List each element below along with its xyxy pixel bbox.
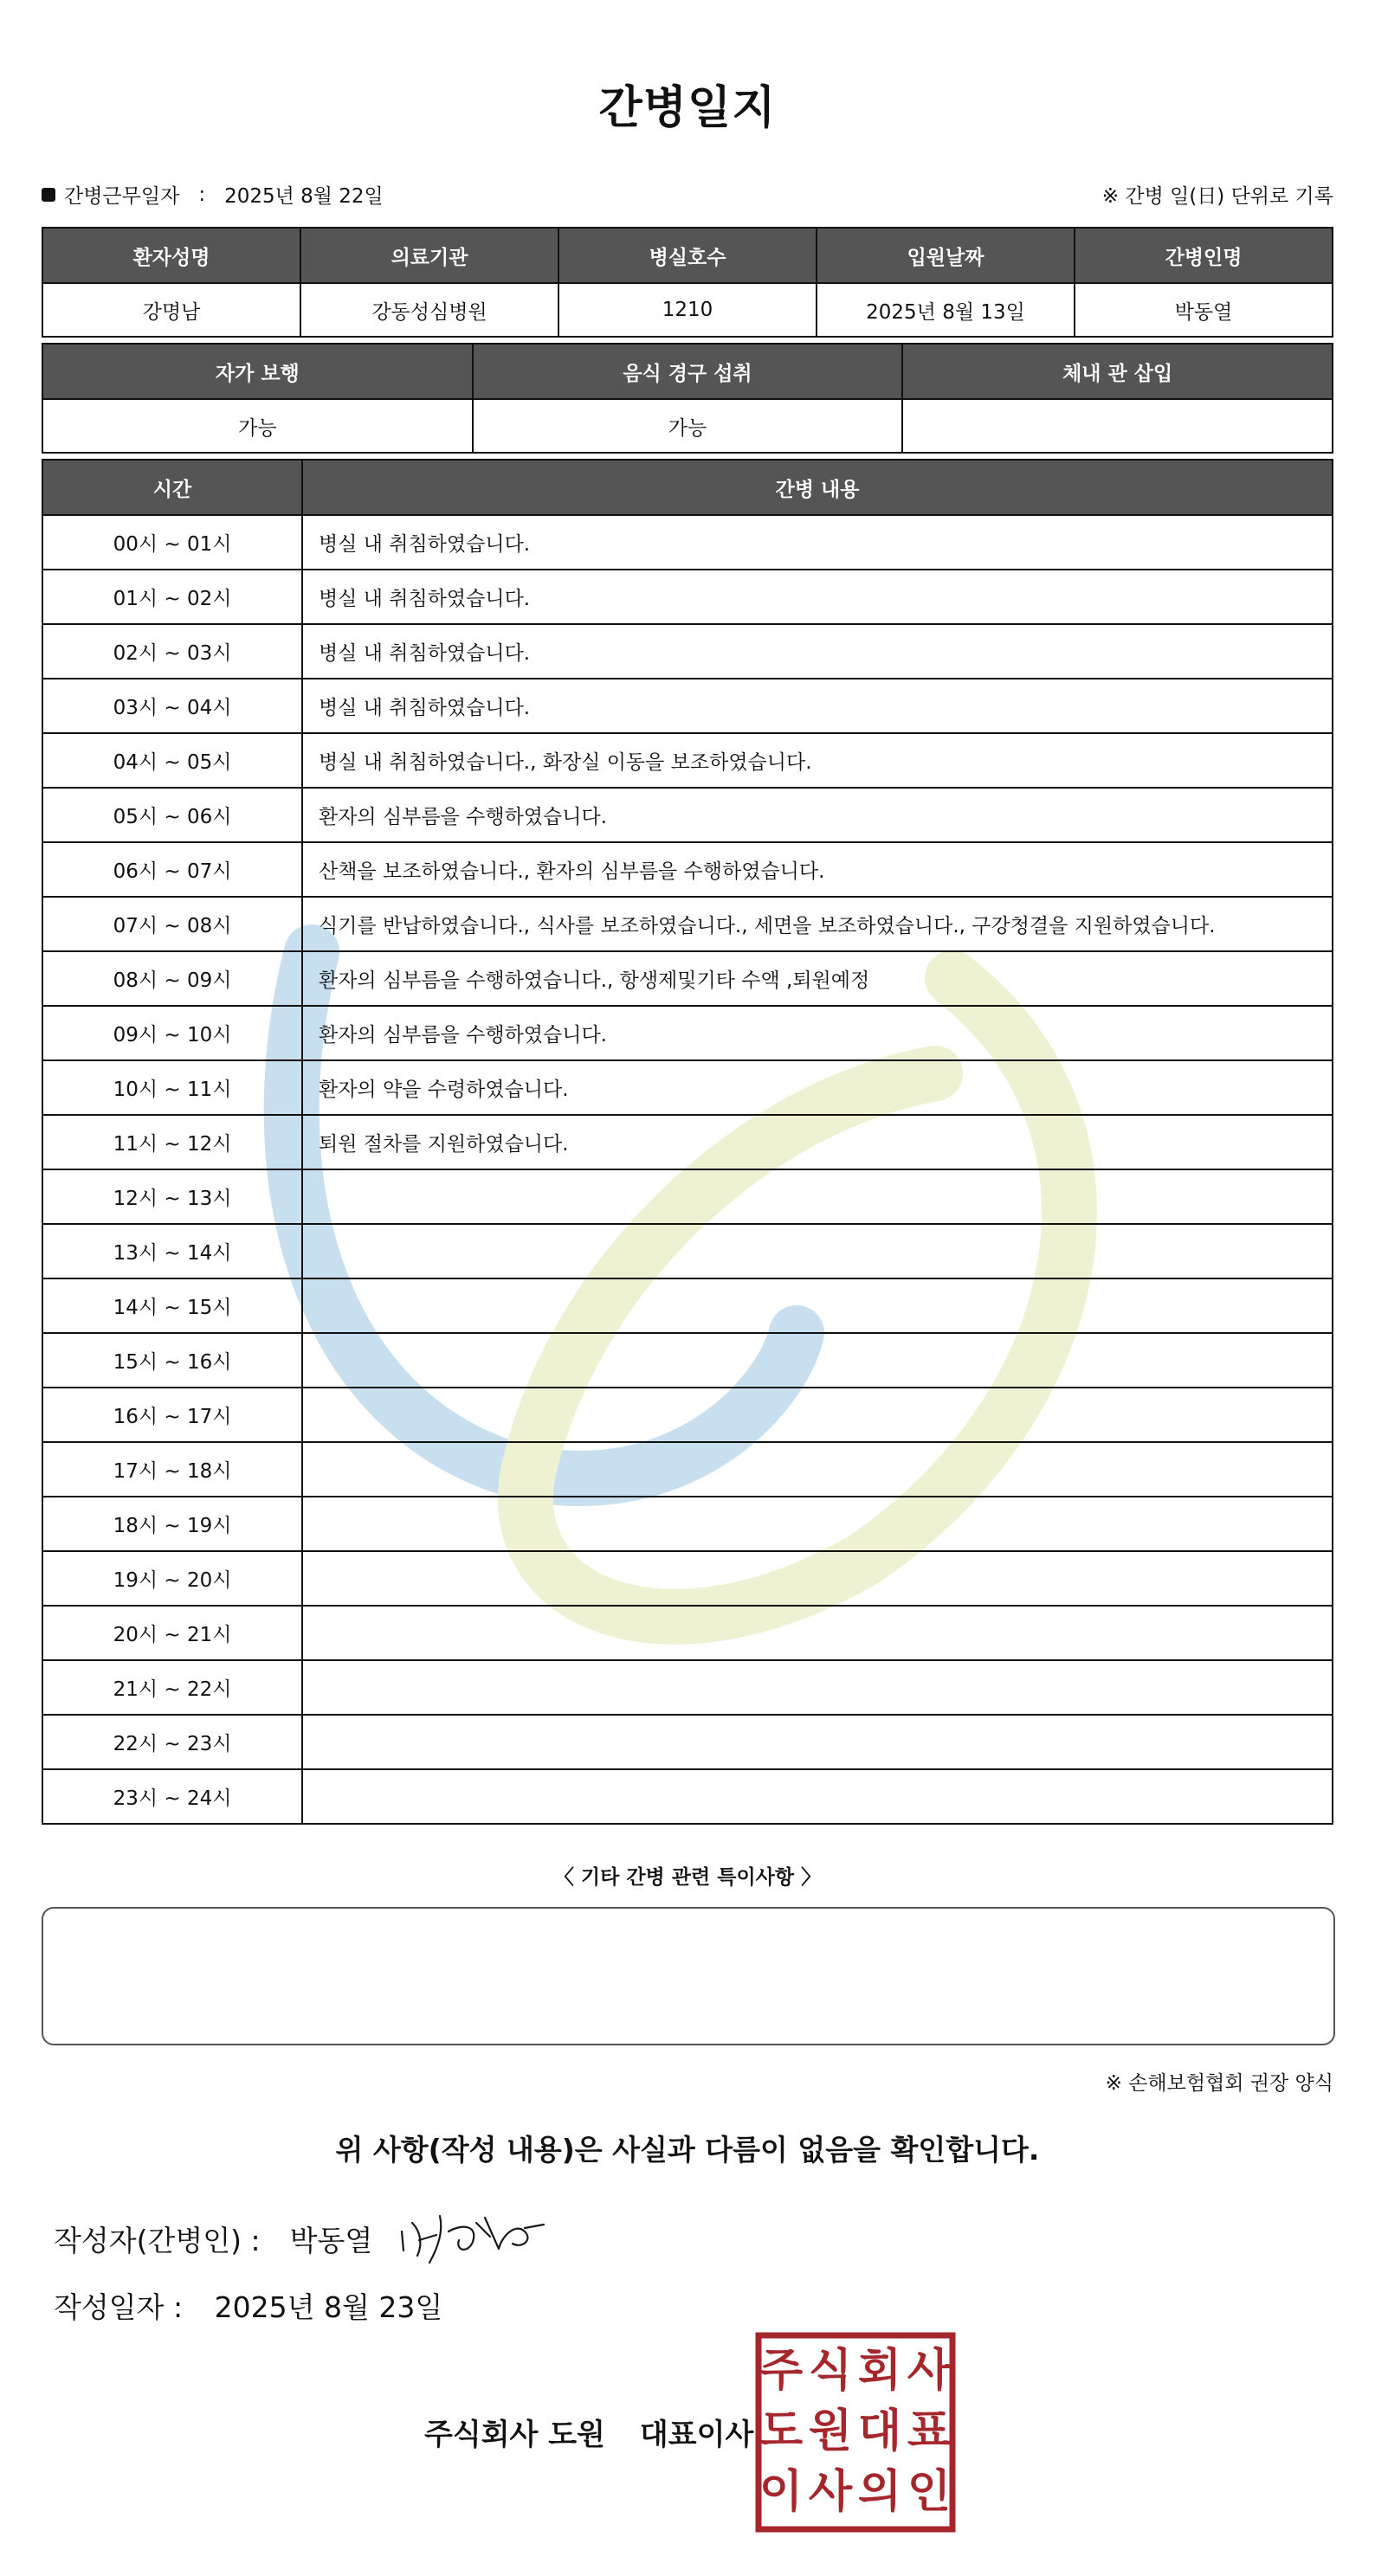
table-row <box>42 1551 1333 1606</box>
table-row <box>42 1169 1333 1224</box>
table-header-row <box>42 228 1333 283</box>
header-content: 간병 내용 <box>302 460 1333 515</box>
log-note: 환자의 약을 수령하였습니다. <box>302 1060 1333 1115</box>
care-log-table <box>42 459 1333 1825</box>
square-bullet-icon <box>42 188 55 202</box>
log-time: 20시 ~ 21시 <box>42 1606 302 1660</box>
log-time: 00시 ~ 01시 <box>42 515 302 570</box>
table-row <box>42 1006 1333 1060</box>
work-date <box>42 180 384 209</box>
log-time: 04시 ~ 05시 <box>42 733 302 788</box>
log-time: 23시 ~ 24시 <box>42 1769 302 1824</box>
log-time: 19시 ~ 20시 <box>42 1551 302 1606</box>
caregiver-name: 박동열 <box>1075 283 1333 337</box>
table-row <box>42 842 1333 897</box>
tube-value <box>902 399 1333 453</box>
seal-character: 사 <box>907 2345 952 2397</box>
special-notes-box <box>42 1907 1335 2045</box>
signature-image <box>395 2206 551 2266</box>
room-number: 1210 <box>558 283 817 337</box>
work-date-value: 2025년 8월 22일 <box>224 185 384 208</box>
patient-status-table <box>42 343 1333 454</box>
log-time: 01시 ~ 02시 <box>42 570 302 624</box>
log-time: 05시 ~ 06시 <box>42 788 302 842</box>
table-row <box>42 1278 1333 1333</box>
log-note <box>302 1442 1333 1497</box>
log-note: 식기를 반납하였습니다., 식사를 보조하였습니다., 세면을 보조하였습니다., 구강청결을 지원하였습니다. <box>302 897 1333 951</box>
log-time: 17시 ~ 18시 <box>42 1442 302 1497</box>
header-tube: 체내 관 삽입 <box>902 344 1333 399</box>
table-row <box>42 399 1333 453</box>
log-time: 22시 ~ 23시 <box>42 1715 302 1769</box>
meta-row <box>42 180 1333 215</box>
written-date-value: 2025년 8월 23일 <box>214 2290 443 2324</box>
writer-name: 박동열 <box>289 2224 373 2257</box>
header-time: 시간 <box>42 460 302 515</box>
log-time: 13시 ~ 14시 <box>42 1224 302 1278</box>
log-note <box>302 1660 1333 1715</box>
header-room: 병실호수 <box>558 228 817 283</box>
log-time: 02시 ~ 03시 <box>42 624 302 679</box>
table-row <box>42 951 1333 1006</box>
table-row <box>42 1224 1333 1278</box>
log-time: 09시 ~ 10시 <box>42 1006 302 1060</box>
header-walking: 자가 보행 <box>42 344 473 399</box>
log-time: 12시 ~ 13시 <box>42 1169 302 1224</box>
writer-line <box>54 2219 372 2259</box>
patient-name: 강명남 <box>42 283 300 337</box>
seal-character: 식 <box>808 2345 853 2397</box>
company-seal-stamp <box>755 2332 956 2533</box>
header-patient-name: 환자성명 <box>42 228 300 283</box>
log-note: 병실 내 취침하였습니다., 화장실 이동을 보조하였습니다. <box>302 733 1333 788</box>
table-row <box>42 897 1333 951</box>
table-row <box>42 1388 1333 1442</box>
log-note <box>302 1224 1333 1278</box>
seal-character: 주 <box>759 2345 804 2397</box>
log-note: 산책을 보조하였습니다., 환자의 심부름을 수행하였습니다. <box>302 842 1333 897</box>
form-source-note: ※ 손해보험협회 권장 양식 <box>1105 2072 1333 2095</box>
table-row <box>42 1660 1333 1715</box>
writer-label: 작성자(간병인) : <box>54 2224 261 2257</box>
log-note <box>302 1769 1333 1824</box>
record-note: ※ 간병 일(日) 단위로 기록 <box>1101 185 1333 208</box>
table-row <box>42 679 1333 733</box>
table-row <box>42 570 1333 624</box>
table-header-row <box>42 344 1333 399</box>
log-note: 환자의 심부름을 수행하였습니다. <box>302 788 1333 842</box>
log-note <box>302 1388 1333 1442</box>
seal-character: 원 <box>808 2405 853 2457</box>
log-note: 병실 내 취침하였습니다. <box>302 679 1333 733</box>
table-row <box>42 515 1333 570</box>
log-time: 15시 ~ 16시 <box>42 1333 302 1388</box>
table-row <box>42 624 1333 679</box>
log-time: 10시 ~ 11시 <box>42 1060 302 1115</box>
table-row <box>42 1606 1333 1660</box>
log-note <box>302 1715 1333 1769</box>
table-row <box>42 1769 1333 1824</box>
seal-character: 도 <box>759 2405 804 2457</box>
care-log-body <box>42 515 1333 1824</box>
header-oral-intake: 음식 경구 섭취 <box>473 344 903 399</box>
log-time: 11시 ~ 12시 <box>42 1115 302 1169</box>
table-row <box>42 1715 1333 1769</box>
patient-info-table <box>42 227 1333 338</box>
special-notes-title: 〈 기타 간병 관련 특이사항 〉 <box>553 1866 822 1889</box>
table-row <box>42 283 1333 337</box>
walking-value: 가능 <box>42 399 473 453</box>
table-row <box>42 1442 1333 1497</box>
work-date-separator: : <box>198 183 206 206</box>
log-time: 07시 ~ 08시 <box>42 897 302 951</box>
hospital: 강동성심병원 <box>300 283 558 337</box>
seal-character: 이 <box>759 2466 804 2518</box>
table-row <box>42 1115 1333 1169</box>
log-note: 퇴원 절차를 지원하였습니다. <box>302 1115 1333 1169</box>
log-time: 21시 ~ 22시 <box>42 1660 302 1715</box>
seal-character: 표 <box>907 2405 952 2457</box>
log-note: 병실 내 취침하였습니다. <box>302 624 1333 679</box>
log-note <box>302 1278 1333 1333</box>
log-note <box>302 1551 1333 1606</box>
oral-intake-value: 가능 <box>473 399 903 453</box>
header-admission-date: 입원날짜 <box>817 228 1075 283</box>
log-time: 16시 ~ 17시 <box>42 1388 302 1442</box>
log-time: 03시 ~ 04시 <box>42 679 302 733</box>
written-date-label: 작성일자 : <box>54 2290 184 2324</box>
header-hospital: 의료기관 <box>300 228 558 283</box>
table-row <box>42 1060 1333 1115</box>
log-note <box>302 1606 1333 1660</box>
table-header-row <box>42 460 1333 515</box>
seal-character: 대 <box>857 2405 902 2457</box>
log-note: 병실 내 취침하였습니다. <box>302 515 1333 570</box>
log-note <box>302 1169 1333 1224</box>
log-time: 08시 ~ 09시 <box>42 951 302 1006</box>
log-note: 환자의 심부름을 수행하였습니다., 항생제및기타 수액 ,퇴원예정 <box>302 951 1333 1006</box>
log-note: 환자의 심부름을 수행하였습니다. <box>302 1006 1333 1060</box>
work-date-label: 간병근무일자 <box>64 185 180 208</box>
written-date-line <box>54 2285 442 2326</box>
table-row <box>42 1497 1333 1551</box>
admission-date: 2025년 8월 13일 <box>817 283 1075 337</box>
company-name: 주식회사 도원 <box>424 2418 605 2452</box>
company-role: 대표이사 <box>639 2418 754 2452</box>
header-caregiver: 간병인명 <box>1075 228 1333 283</box>
company-line <box>424 2411 753 2453</box>
table-row <box>42 1333 1333 1388</box>
log-time: 18시 ~ 19시 <box>42 1497 302 1551</box>
seal-character: 사 <box>808 2466 853 2518</box>
log-note <box>302 1497 1333 1551</box>
log-time: 14시 ~ 15시 <box>42 1278 302 1333</box>
confirmation-statement: 위 사항(작성 내용)은 사실과 다름이 없음을 확인합니다. <box>335 2133 1040 2167</box>
seal-character: 회 <box>857 2345 902 2397</box>
page-title: 간병일지 <box>598 82 777 134</box>
log-note: 병실 내 취침하였습니다. <box>302 570 1333 624</box>
seal-character: 인 <box>907 2466 952 2518</box>
log-note <box>302 1333 1333 1388</box>
table-row <box>42 788 1333 842</box>
log-time: 06시 ~ 07시 <box>42 842 302 897</box>
table-row <box>42 733 1333 788</box>
seal-character: 의 <box>857 2466 902 2518</box>
